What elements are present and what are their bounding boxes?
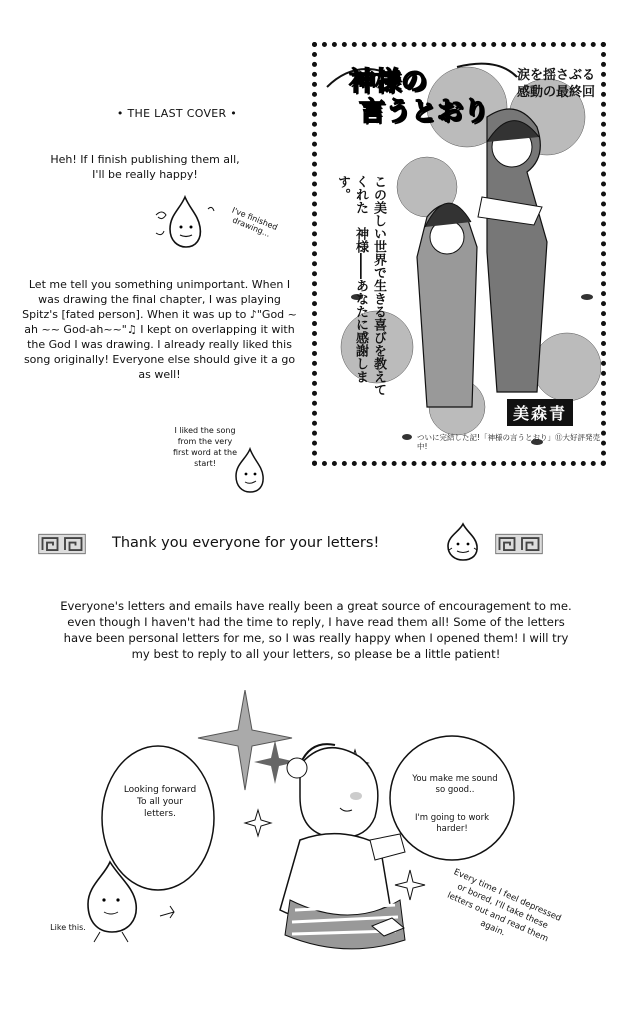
looking-forward-note: Looking forward To all your letters.	[123, 785, 197, 819]
last-cover-heading: • THE LAST COVER •	[116, 107, 238, 120]
mascot-drawing-top	[150, 193, 220, 253]
liked-song-note: I liked the song from the very first word at the start!	[172, 426, 238, 468]
cover-footnote: ついに完結した記!「神様の言うとおり」⑪大好評発売中!	[417, 433, 601, 451]
cover-art-panel	[312, 42, 606, 466]
cover-tagline: この美しい世界で生きる喜びを教えてくれた 神様――あなたに感謝します。	[335, 175, 386, 396]
cover-title-line2: 言うとおり	[359, 97, 490, 127]
thanks-heading: Thank you everyone for your letters!	[112, 535, 380, 551]
cover-title-line1: 神様の	[349, 67, 428, 97]
bottom-illustration	[0, 690, 630, 1024]
like-this-note: Like this.	[50, 923, 86, 932]
letters-paragraph: Everyone's letters and emails have really been a great source of encouragement to me. even though I haven't had the time to reply, I have read them all! Some of the letters have been personal letters for me, so I was really happy when I opened them! I will try my best to reply to all your letters, so please be a little patient!	[60, 599, 572, 661]
cover-tag-line2: 感動の最終回	[516, 85, 595, 100]
work-harder-note: I'm going to work harder!	[414, 813, 490, 834]
unimportant-note: Let me tell you something unimportant. When I was drawing the final chapter, I was playing Spitz's [fated person]. When it was up to ♪"God ~ ah ~~ God-ah~~"♫ I kept on overlapping it with the God I was drawing. I already really liked this song originally! Everyone else should give it a go as well!	[22, 278, 297, 381]
cover-tag-line1: 涙を揺さぶる	[516, 68, 595, 83]
cover-author: 美森青	[507, 399, 573, 426]
greek-key-deco-left	[38, 530, 86, 558]
greek-key-deco-right	[495, 530, 543, 558]
sound-good-note: You make me sound so good..	[412, 774, 498, 795]
cover-title	[349, 67, 489, 127]
heh-note: Heh! If I finish publishing them all, I'll be really happy!	[50, 153, 240, 181]
cover-tag	[517, 67, 595, 101]
mascot-icon	[442, 522, 484, 562]
finished-drawing-note: I've finished drawing...	[230, 205, 279, 239]
mascot-drawing-small	[228, 446, 272, 496]
every-time-note: Every time I feel depressed or bored, I'll take these letters out and read them again.	[445, 867, 563, 945]
